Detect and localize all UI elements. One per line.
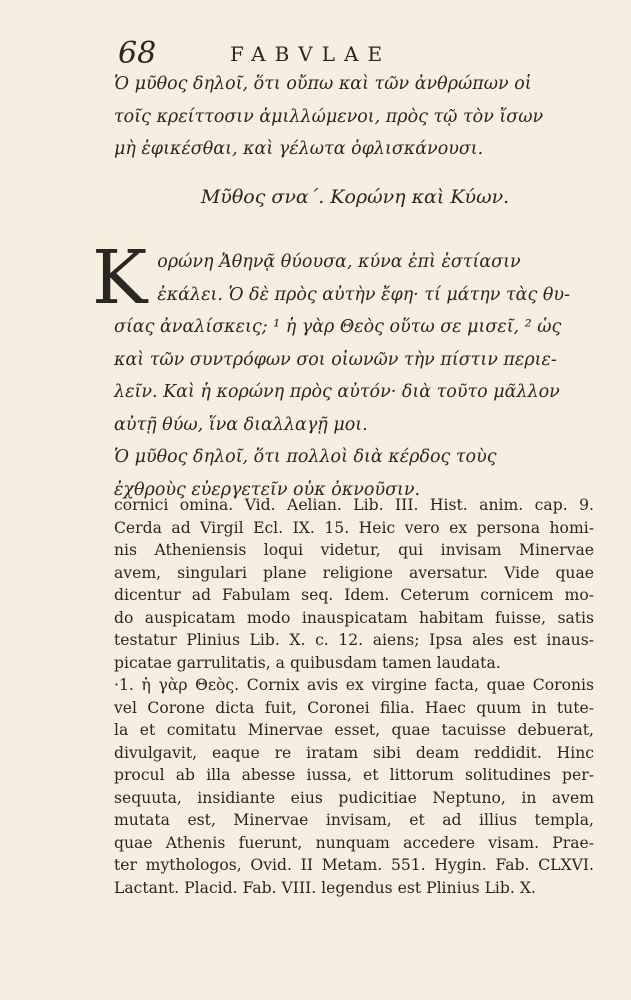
note-line: nis Atheniensis loqui videtur, qui invisam Minervae (114, 541, 594, 559)
greek-moral-previous (114, 68, 594, 166)
greek-line: αὐτῇ θύω, ἵνα διαλλαγῇ μοι. (114, 414, 368, 435)
greek-line: σίας ἀναλίσκεις; ¹ ἡ γὰρ Θεὸς οὕτω σε μισεῖ, ² ὡς (114, 317, 562, 337)
greek-line: τοῖς κρείττοσιν ἁμιλλώμενοι, πρὸς τῷ τὸν ἴσων (114, 106, 544, 127)
greek-moral-line: Ὁ μῦθος δηλοῖ, ὅτι πολλοὶ διὰ κέρδος τοὺς (114, 447, 497, 467)
note-line: divulgavit, eaque re iratam sibi deam reddidit. Hinc (114, 743, 594, 762)
drop-capital: Κ (92, 235, 148, 321)
note-line: do auspicatam modo inauspicatam habitam fuisse, satis (114, 608, 594, 627)
greek-line: Ὁ μῦθος δηλοῖ, ὅτι οὔπω καὶ τῶν ἀνθρώπων οἱ (114, 74, 532, 94)
greek-fable-text (92, 235, 594, 506)
greek-line: ορώνη Ἀθηνᾷ θύουσα, κύνα ἐπὶ ἑστίασιν (157, 252, 521, 272)
note-line: quae Athenis fuerunt, nunquam accedere visam. Prae- (114, 833, 594, 852)
note-line: Lactant. Placid. Fab. VIII. legendus est Plinius Lib. X. (114, 878, 536, 897)
note-line: Cerda ad Virgil Ecl. IX. 15. Heic vero ex persona homi- (114, 518, 594, 537)
page-number: 68 (118, 36, 157, 71)
note-line: la et comitatu Minervae esset, quae tacuisse debuerat, (114, 721, 594, 739)
note-line: cornici omina. Vid. Aelian. Lib. III. Hist. anim. cap. 9. (114, 496, 594, 514)
note-line: testatur Plinius Lib. X. c. 12. aiens; Ipsa ales est inaus- (114, 631, 594, 649)
page-header (118, 36, 591, 70)
note-line: vel Corone dicta fuit, Coronei filia. Haec quum in tute- (114, 698, 594, 717)
greek-line: καὶ τῶν συντρόφων σοι οἰωνῶν τὴν πίστιν περιε- (114, 349, 557, 370)
fable-title: Μῦθος σνα´. Κορώνη καὶ Κύων. (200, 186, 510, 208)
greek-line: ἐκάλει. Ὁ δὲ πρὸς αὐτὴν ἔφη· τί μάτην τὰς θυ- (157, 284, 570, 305)
note-line: mutata est, Minervae invisam, et ad illius templa, (114, 811, 594, 829)
note-line: procul ab illa abesse iussa, et littorum solitudines per- (114, 766, 594, 784)
note-line: dicentur ad Fabulam seq. Idem. Ceterum cornicem mo- (114, 586, 594, 604)
note-line: ·1. ἡ γὰρ Θεὸς. Cornix avis ex virgine facta, quae Coronis (114, 676, 594, 694)
note-line: ter mythologos, Ovid. II Metam. 551. Hygin. Fab. CLXVI. (114, 856, 594, 874)
greek-moral-line: ἐχθροὺς εὐεργετεῖν οὐκ ὀκνοῦσιν. (114, 479, 421, 500)
latin-notes (114, 494, 594, 899)
greek-line: λεῖν. Καὶ ἡ κορώνη πρὸς αὐτόν· διὰ τοῦτο μᾶλλον (114, 382, 560, 402)
running-title: FABVLAE (230, 42, 392, 66)
note-line: sequuta, insidiante eius pudicitiae Neptuno, in avem (114, 788, 594, 807)
note-line: avem, singulari plane religione aversatur. Vide quae (114, 563, 594, 582)
note-line: picatae garrulitatis, a quibusdam tamen laudata. (114, 653, 501, 672)
greek-line: μὴ ἐφικέσθαι, καὶ γέλωτα ὀφλισκάνουσι. (114, 139, 484, 159)
